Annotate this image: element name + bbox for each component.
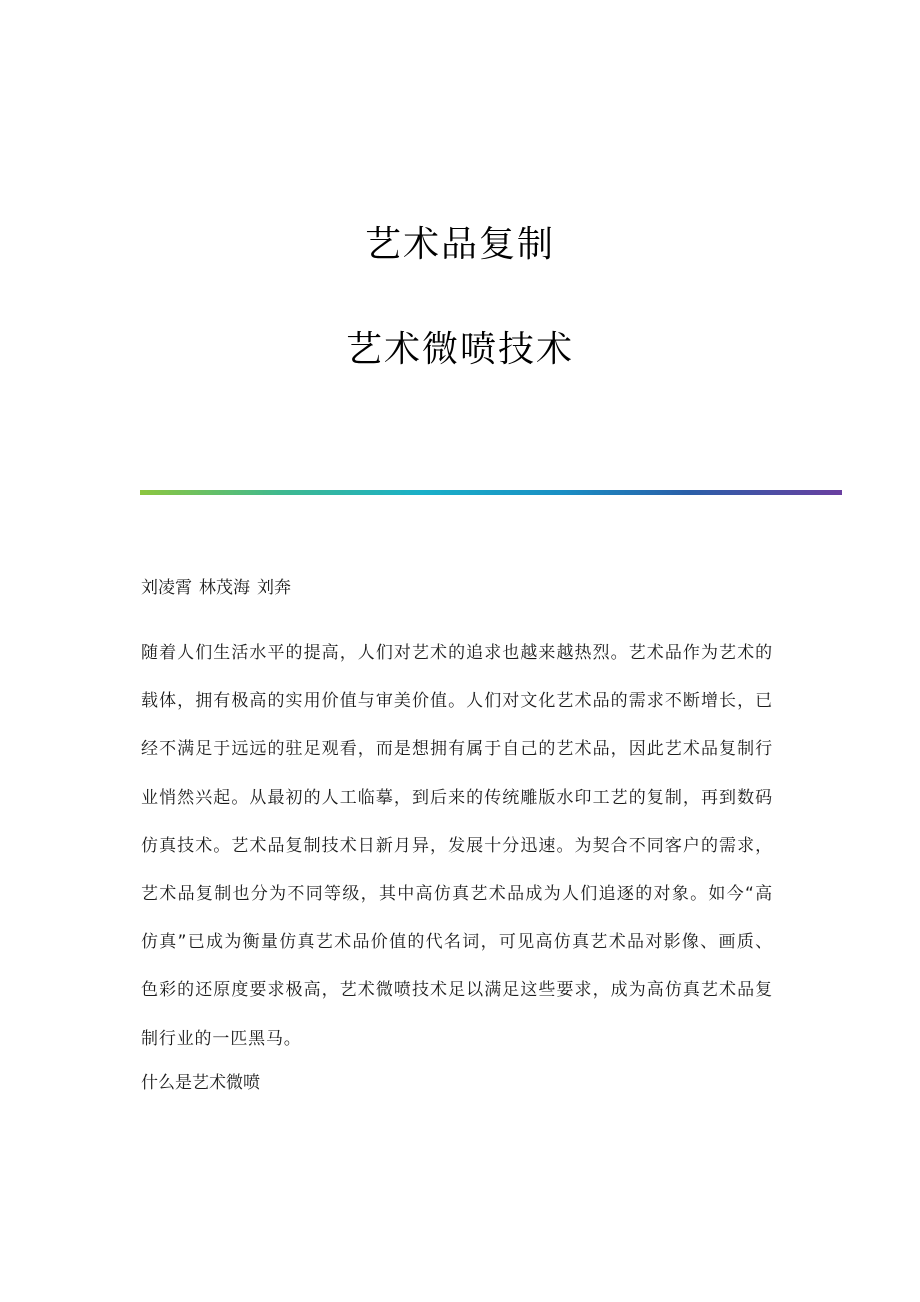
- gradient-divider: [140, 490, 842, 495]
- section-heading: 什么是艺术微喷: [141, 1073, 260, 1093]
- author-byline: [141, 576, 298, 600]
- author-name: 刘凌霄: [141, 578, 192, 598]
- author-name: 刘奔: [257, 578, 291, 598]
- document-subtitle: 艺术微喷技术: [345, 329, 574, 370]
- author-name: 林茂海: [199, 578, 250, 598]
- intro-paragraph: 随着人们生活水平的提高，人们对艺术的追求也越来越热烈。艺术品作为艺术的载体，拥有极高的实用价值与审美价值。人们对文化艺术品的需求不断增长，已经不满足于远远的驻足观看，而是想拥有属于自己的艺术品，因此艺术品复制行业悄然兴起。从最初的人工临摹，到后来的传统雕版水印工艺的复制，再到数码仿真技术。艺术品复制技术日新月异，发展十分迅速。为契合不同客户的需求，艺术品复制也分为不同等级，其中高仿真艺术品成为人们追逐的对象。如今“高仿真”已成为衡量仿真艺术品价值的代名词，可见高仿真艺术品对影像、画质、色彩的还原度要求极高，艺术微喷技术足以满足这些要求，成为高仿真艺术品复制行业的一匹黑马。: [141, 643, 773, 1049]
- document-title: 艺术品复制: [364, 224, 555, 265]
